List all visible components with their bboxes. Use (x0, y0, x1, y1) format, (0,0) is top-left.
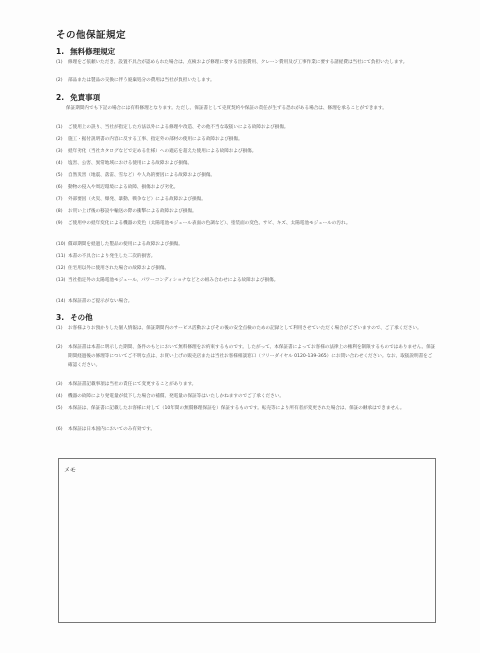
list-item: (5) 自然災害（地震、落雷、雪など）や人為的要因による故障および損傷。 (56, 173, 216, 178)
section-title: 無料修理規定 (70, 47, 116, 56)
list-item: (6) 本保証は日本国内においてのみ有効です。 (56, 427, 155, 432)
memo-box (58, 458, 436, 623)
list-item: (14) 本保証書のご提示がない場合。 (56, 299, 133, 304)
section-heading-1 (56, 46, 115, 57)
section-heading-2 (56, 92, 100, 103)
section-number: 1. (56, 47, 65, 56)
list-item: (8) お買い上げ後の移設や輸送の際の衝撃による故障および損傷。 (56, 209, 197, 214)
list-item: (5) 本保証は、保証書に記載したお客様に対して（10年間の無償修理保証を）保証するものです。転売等により所有者が変更された場合は、保証の継承はできません。 (56, 406, 405, 411)
section-number: 3. (56, 313, 65, 322)
list-item: (11) 本書の不具合により発生した二次的損害。 (56, 254, 156, 259)
list-item: (2) 本保証書は本書に明示した期間、条件のもとにおいて無料修理をお約束するものです。したがって、本保証書によってお客様の法律上の権利を制限するものではありません。保証期間経過後の修理等についてご不明な点は、お買い上げの販売店または当社お客様相談窓口（フリーダイヤル 0120-139-365）にお問い合わせください。なお、取扱説明書をご確認ください。 (56, 345, 436, 368)
list-item: (3) 本保証書記載事項は当社の責任にて変更することがあります。 (56, 382, 197, 387)
list-item: (2) 施工・据付説明書の内容に反する工事、指定外の部材の使用による故障および損傷。 (56, 137, 243, 142)
list-item: (12) 住宅用以外に使用された場合の故障および損傷。 (56, 266, 170, 271)
section-heading-3 (56, 312, 93, 323)
section-number: 2. (56, 93, 65, 102)
list-item: (10) 償却期間を経過した製品の使用による故障および損傷。 (56, 242, 183, 247)
list-item: (6) 動物の侵入や周辺環境による故障、損傷および劣化。 (56, 185, 179, 190)
memo-label: メモ (64, 467, 77, 474)
list-item: (13) 当社指定外の太陽電池モジュール、パワーコンディショナなどとの組み合わせによる故障および損傷。 (56, 278, 279, 283)
list-item: (1) ご使用上の誤り、当社が指定した方法以外による修理や改造、その他不当な取扱いによる故障および損傷。 (56, 125, 289, 130)
list-item: (2) 部品または製品の交換に伴う廃棄処分の費用は当社が負担いたします。 (56, 78, 215, 83)
section-intro: 保証期間内でも下記の場合には有料修理となります。ただし、保証書として売買契約や保証の責任が生ずる恐れがある場合は、修理を承ることができます。 (66, 106, 387, 111)
section-title: その他 (70, 313, 93, 322)
list-item: (7) 外部要因（火災、爆発、暴動、戦争など）による故障および損傷。 (56, 197, 206, 202)
list-item: (1) 修理をご依頼いただき、設置不具合が認められた場合は、点検および修理に要する出張費用、クレーン費用及び工事作業に要する諸経費は当社にて負担いたします。 (56, 60, 408, 65)
page-title: その他保証規定 (56, 30, 127, 41)
list-item: (9) ご使用中の経年変化による機器の変色（太陽電池モジュール表面の色調など）、塗装面の変色、サビ、キズ、太陽電池モジュールの汚れ。 (56, 221, 351, 226)
list-item: (1) お客様よりお預かりした個人情報は、保証期間内のサービス活動およびその後の安全点検のための記録として利用させていただく場合がございますので、ご了承ください。 (56, 326, 422, 331)
list-item: (4) 塩害、公害、異常地域における使用による故障および損傷。 (56, 161, 193, 166)
section-title: 免責事項 (70, 93, 101, 102)
list-item: (3) 経年劣化（当社カタログなどで定める仕様）への適応を超えた使用による故障および損傷。 (56, 149, 257, 154)
list-item: (4) 機器の故障により発電量が低下した場合の補償、発電量の保証等はいたしかねますのでご了承ください。 (56, 394, 284, 399)
